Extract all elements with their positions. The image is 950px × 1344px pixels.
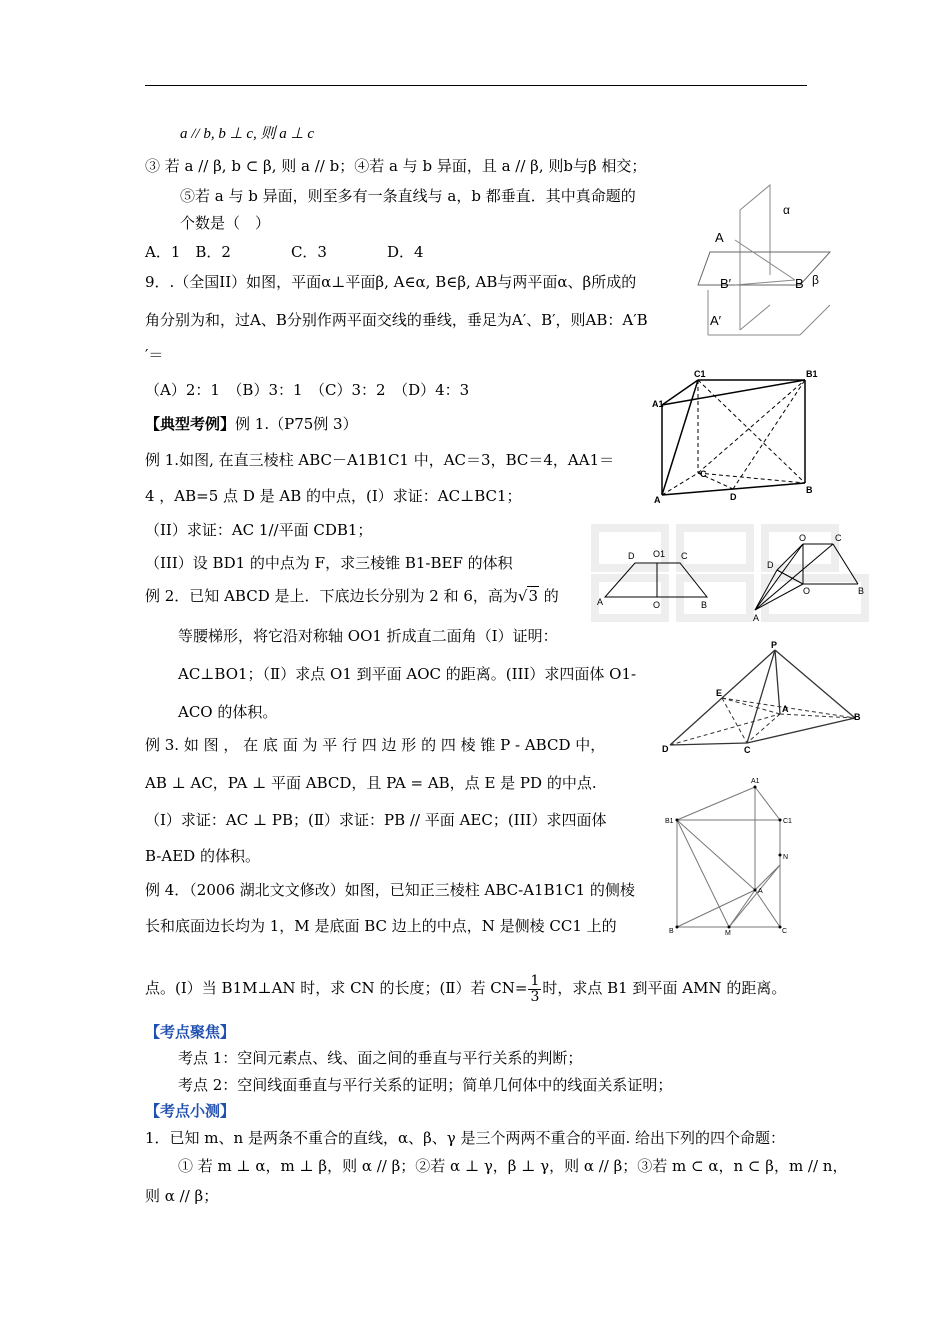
label-B1-tp: B1 bbox=[665, 818, 674, 825]
label-C1-tp: C1 bbox=[783, 818, 792, 825]
label-M-tp: M bbox=[725, 930, 731, 935]
label-D: D bbox=[730, 492, 737, 502]
label-A1: A1 bbox=[652, 399, 664, 409]
example-3-line-4: B-AED 的体积。 bbox=[145, 847, 260, 865]
label-E: E bbox=[716, 688, 723, 698]
label-N-tp: N bbox=[783, 854, 789, 861]
label-D-pyr: D bbox=[662, 744, 669, 754]
example-1-line-1: 例 1.如图, 在直三棱柱 ABC－A1B1C1 中，AC＝3，BC＝4，AA1＝ bbox=[145, 451, 615, 469]
header-rule bbox=[145, 85, 807, 86]
label-A: A bbox=[597, 597, 604, 607]
label-A1-tp: A1 bbox=[751, 778, 760, 785]
label-B: B bbox=[795, 276, 804, 291]
section-tag: 【典型考例】 bbox=[145, 415, 236, 433]
label-Ap: A′ bbox=[710, 313, 722, 328]
section-kaodian-focus: 【考点聚焦】 bbox=[145, 1023, 236, 1041]
figure-trapezoid-flat bbox=[595, 545, 720, 615]
question-9: 9．.（全国II）如图，平面α⊥平面β, A∈α, B∈β, AB与两平面α、β所成的 bbox=[145, 273, 637, 291]
fraction-one-third: $\frac{1}{3}$ bbox=[530, 972, 540, 1005]
label-B-folded: B bbox=[858, 586, 865, 596]
label-C1: C1 bbox=[694, 369, 706, 379]
example-3-line-2: AB ⊥ AC，PA ⊥ 平面 ABCD，且 PA = AB，点 E 是 PD 的中点. bbox=[145, 774, 597, 792]
label-C-pyr: C bbox=[744, 745, 751, 755]
label-C-tp: C bbox=[782, 928, 788, 935]
question-9-choices: （A）2：1 （B）3：1 （C）3：2 （D）4：3 bbox=[145, 381, 470, 399]
label-B: B bbox=[806, 485, 813, 495]
figure-tri-prism bbox=[665, 775, 800, 935]
label-A: A bbox=[715, 230, 724, 245]
label-Bp: B′ bbox=[720, 276, 732, 291]
question-9-cont2: ′＝ bbox=[145, 346, 164, 364]
quiz-1-line-2: ① 若 m ⊥ α，m ⊥ β，则 α // β；②若 α ⊥ γ，β ⊥ γ，则 α // β；③若 m ⊂ α，n ⊂ β，m // n， bbox=[178, 1157, 848, 1175]
label-alpha: α bbox=[783, 203, 790, 217]
example-3-line-1: 例 3. 如 图 ， 在 底 面 为 平 行 四 边 形 的 四 棱 锥 P - ABCD 中， bbox=[145, 736, 606, 754]
example-2-line-3: AC⊥BO1；（Ⅱ）求点 O1 到平面 AOC 的距离。(III）求四面体 O1- bbox=[178, 665, 637, 683]
label-A-pyr: A bbox=[782, 704, 789, 714]
sqrt-radicand: 3 bbox=[528, 587, 538, 605]
label-C-folded: C bbox=[835, 533, 842, 543]
section-ref: 例 1.（P75例 3） bbox=[235, 415, 358, 433]
label-O: O bbox=[653, 600, 661, 610]
choices-line: A．1 B．2 C．3 D．4 bbox=[145, 243, 424, 261]
example-1-part-3: （III）设 BD1 的中点为 F，求三棱锥 B1-BEF 的体积 bbox=[145, 554, 513, 572]
figure-pyramid bbox=[660, 640, 865, 755]
label-C: C bbox=[681, 551, 688, 561]
text-line-3: ⑤若 a 与 b 异面，则至多有一条直线与 a，b 都垂直．其中真命题的 bbox=[180, 187, 636, 205]
example-4-line-3 bbox=[145, 970, 786, 1006]
label-A: A bbox=[654, 495, 661, 505]
example-2-text-b: 的 bbox=[543, 587, 559, 605]
example-2-line-4: ACO 的体积。 bbox=[178, 703, 278, 721]
text-line-2: ③ 若 a // β, b ⊂ β, 则 a // b；④若 a 与 b 异面，且 a // β, 则b与β 相交； bbox=[145, 157, 647, 175]
text-line-4: 个数是（ ） bbox=[180, 214, 271, 232]
figure-perpendicular-planes bbox=[690, 180, 840, 340]
example-2-line-1: 例 2．已知 ABCD 是上．下底边长分别为 2 和 6，高为√3 的 bbox=[145, 587, 559, 605]
example-3-line-3: （Ⅰ）求证：AC ⊥ PB；(Ⅱ）求证：PB // 平面 AEC；(III）求四面体 bbox=[145, 811, 607, 829]
label-B-tp: B bbox=[669, 928, 674, 935]
label-O-folded: O bbox=[803, 586, 811, 596]
example-2-line-2: 等腰梯形，将它沿对称轴 OO1 折成直二面角（Ⅰ）证明： bbox=[178, 627, 558, 645]
focus-point-2: 考点 2：空间线面垂直与平行关系的证明；简单几何体中的线面关系证明； bbox=[178, 1076, 673, 1094]
quiz-1-line-1: 1．已知 m、n 是两条不重合的直线，α、β、γ 是三个两两不重合的平面. 给出下列的四个命题： bbox=[145, 1129, 786, 1147]
label-B-pyr: B bbox=[854, 712, 861, 722]
label-O1-folded: O bbox=[799, 533, 807, 543]
focus-point-1: 考点 1：空间元素点、线、面之间的垂直与平行关系的判断； bbox=[178, 1049, 583, 1067]
label-P: P bbox=[771, 640, 778, 650]
example-4-line-1: 例 4．（2006 湖北文文修改）如图，已知正三棱柱 ABC-A1B1C1 的侧棱 bbox=[145, 881, 635, 899]
label-C: C bbox=[700, 469, 707, 479]
label-beta: β bbox=[812, 273, 819, 287]
section-quiz: 【考点小测】 bbox=[145, 1102, 236, 1120]
label-B1: B1 bbox=[806, 369, 818, 379]
label-D: D bbox=[628, 551, 635, 561]
figure-prism bbox=[650, 365, 820, 505]
label-A-folded: A bbox=[753, 613, 760, 623]
example-4-line-2: 长和底面边长均为 1，M 是底面 BC 边上的中点，N 是侧棱 CC1 上的 bbox=[145, 917, 617, 935]
example-4-text-a: 点。(Ⅰ）当 B1M⊥AN 时，求 CN 的长度；(Ⅱ）若 CN= bbox=[145, 979, 528, 997]
quiz-1-line-3: 则 α // β； bbox=[145, 1187, 219, 1205]
section-typical-examples bbox=[145, 414, 358, 434]
example-4-text-b: 时，求点 B1 到平面 AMN 的距离。 bbox=[542, 979, 787, 997]
figure-trapezoid-folded bbox=[745, 532, 880, 624]
example-1-line-2: 4 ，AB=5 点 D 是 AB 的中点，(I）求证：AC⊥BC1； bbox=[145, 487, 522, 505]
example-1-part-2: （II）求证：AC 1//平面 CDB1； bbox=[145, 521, 373, 539]
text-line-1: a // b, b ⊥ c, 则 a ⊥ c bbox=[180, 126, 315, 142]
question-9-cont: 角分别为和，过A、B分别作两平面交线的垂线，垂足为A′、B′，则AB：A′B bbox=[145, 311, 648, 329]
label-O1: O1 bbox=[653, 549, 666, 559]
label-A-tp: A bbox=[758, 888, 763, 895]
label-D-folded: D bbox=[767, 560, 774, 570]
label-B: B bbox=[701, 600, 708, 610]
example-2-text-a: 例 2．已知 ABCD 是上．下底边长分别为 2 和 6，高为 bbox=[145, 587, 518, 605]
